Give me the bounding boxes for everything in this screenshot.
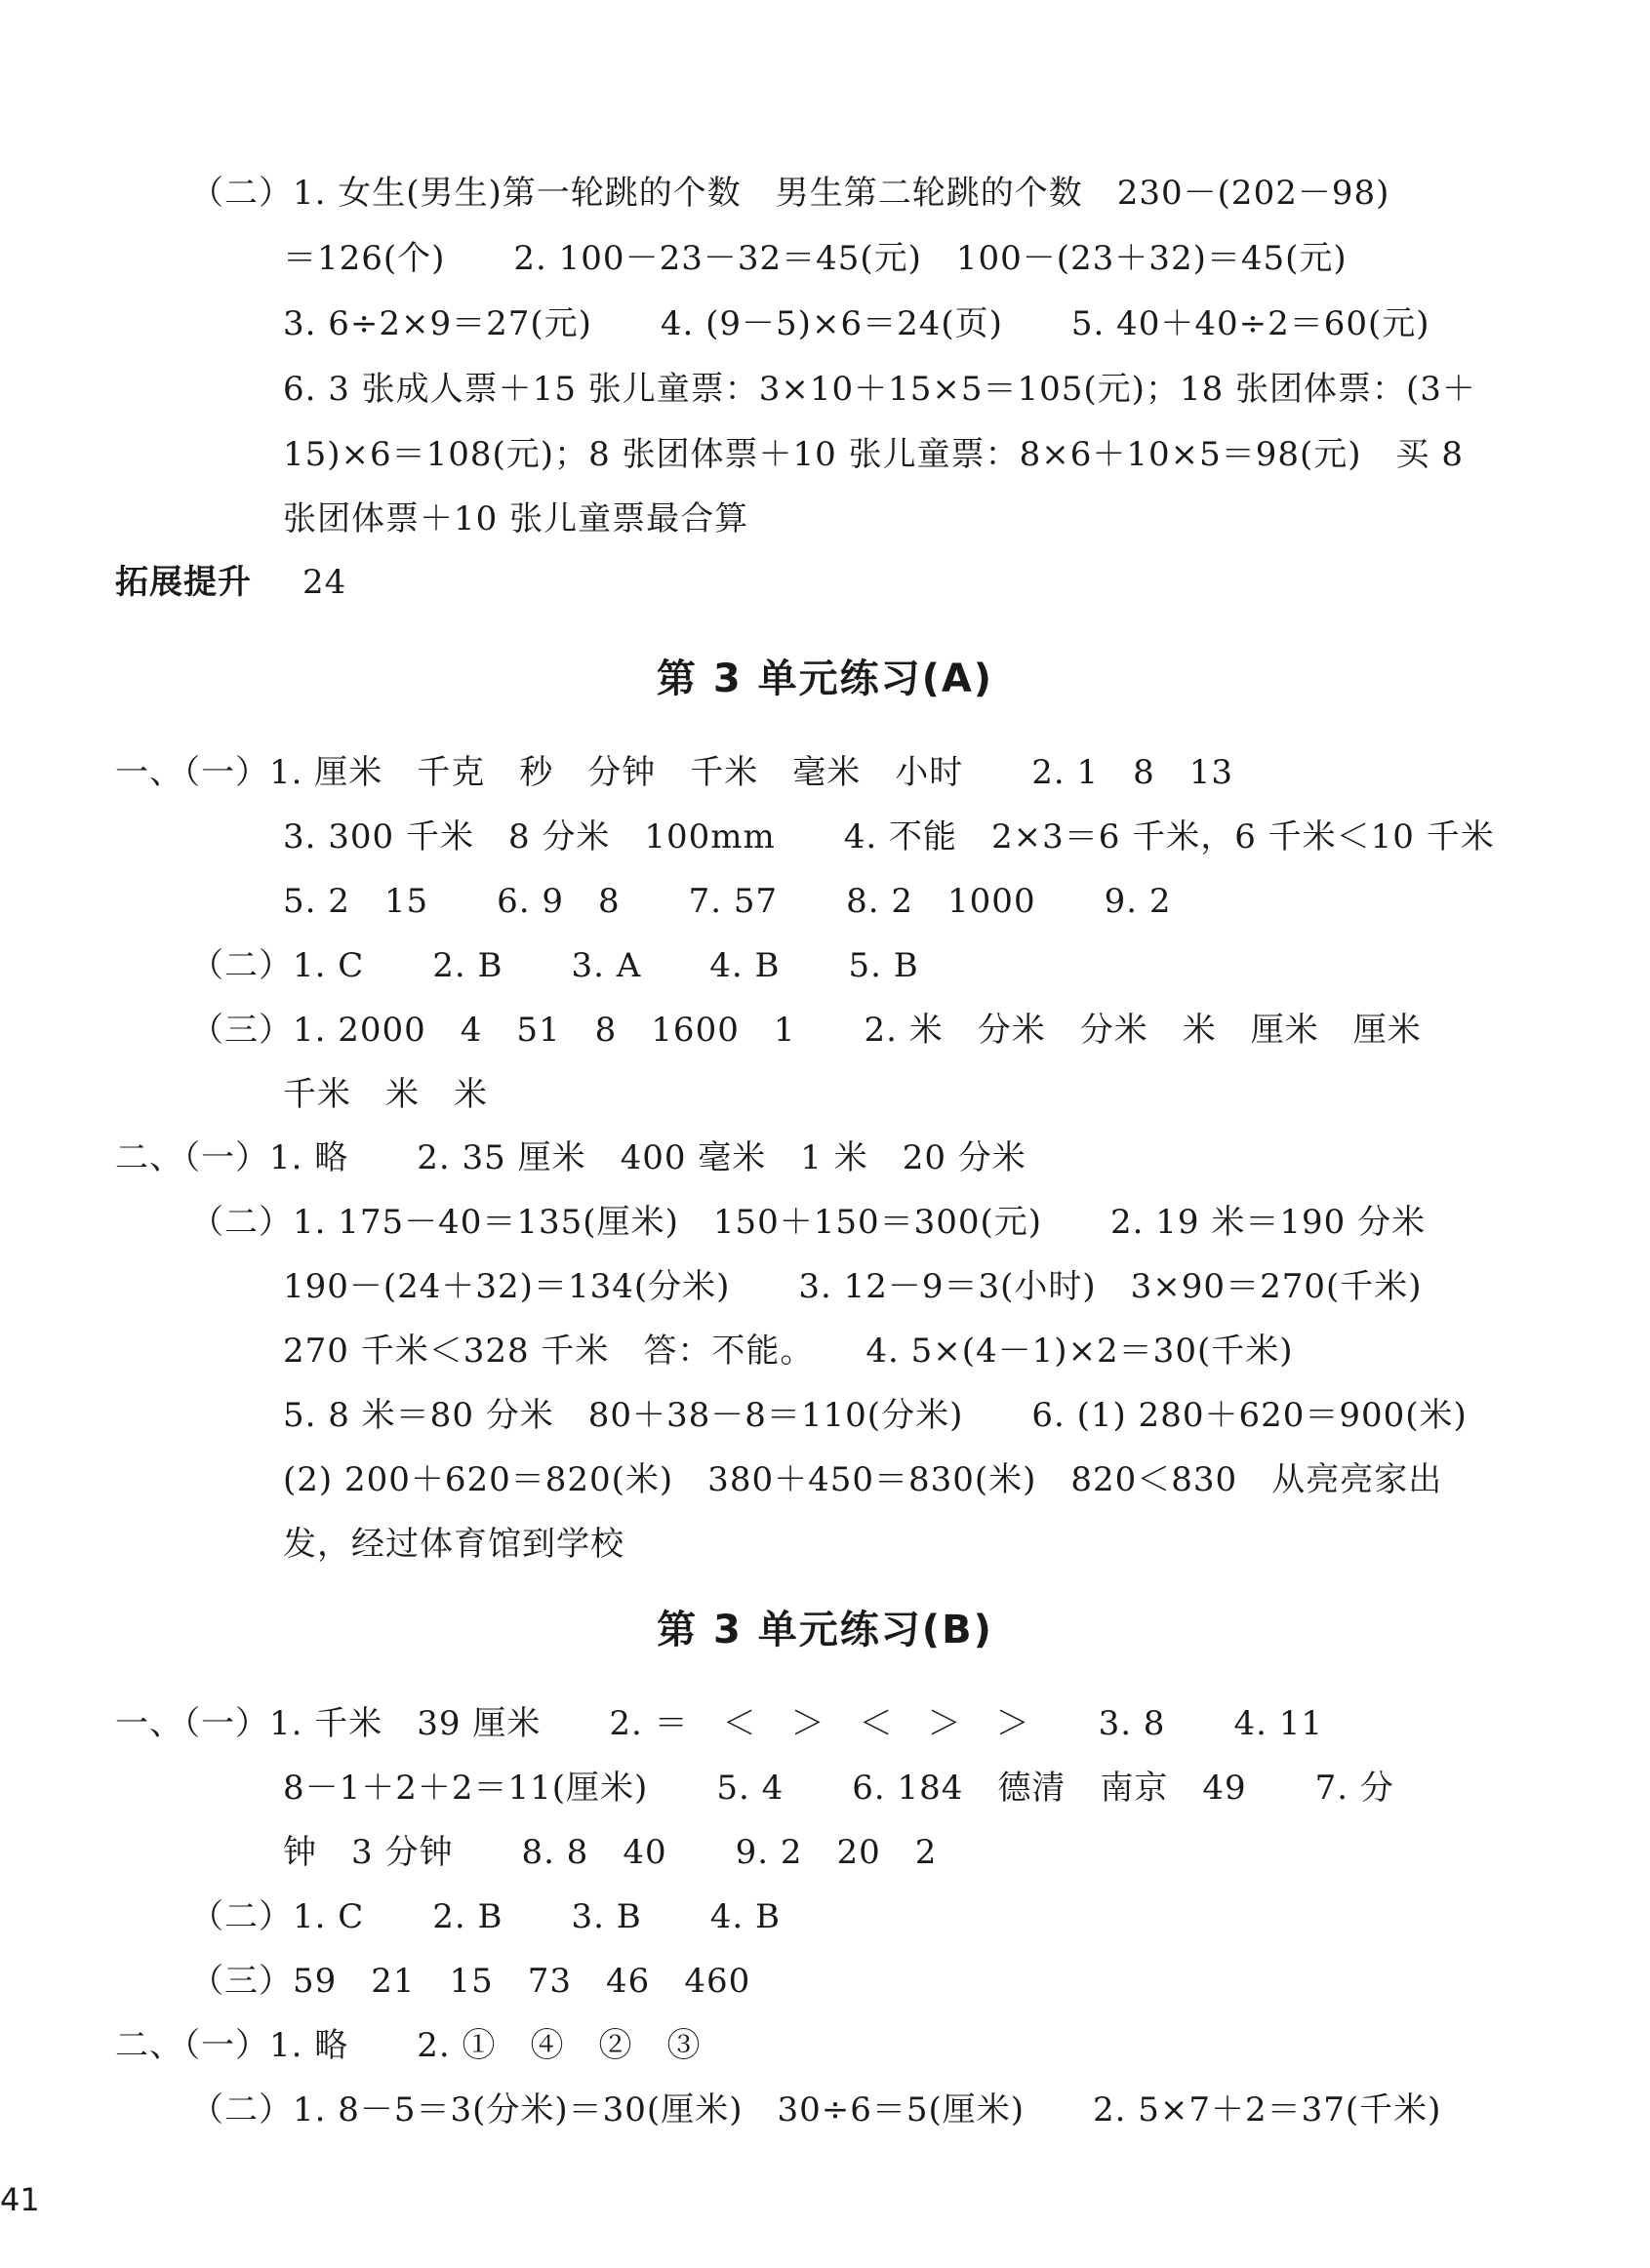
page-number: 41 xyxy=(0,2181,40,2218)
top-line-2: ＝126(个) 2. 100－23－32＝45(元) 100－(23＋32)＝45(元) xyxy=(283,239,1348,278)
section-a-line-11: 5. 8 米＝80 分米 80＋38－8＝110(分米) 6. (1) 280＋620＝900(米) xyxy=(283,1396,1468,1435)
top-line-4: 6. 3 张成人票＋15 张儿童票：3×10＋15×5＝105(元)；18 张团体票：(3＋ xyxy=(283,370,1476,409)
section-a-line-13: 发，经过体育馆到学校 xyxy=(283,1525,624,1564)
top-line-1: （二）1. 女生(男生)第一轮跳的个数 男生第二轮跳的个数 230－(202－98) xyxy=(190,174,1390,213)
section-b-title: 第 3 单元练习(B) xyxy=(657,1608,993,1652)
section-a-line-10: 270 千米＜328 千米 答：不能。 4. 5×(4－1)×2＝30(千米) xyxy=(283,1332,1294,1371)
section-a-line-7: 二、（一）1. 略 2. 35 厘米 400 毫米 1 米 20 分米 xyxy=(115,1138,1026,1177)
section-b-line-7: （二）1. 8－5＝3(分米)＝30(厘米) 30÷6＝5(厘米) 2. 5×7＋2＝37(千米) xyxy=(190,2090,1442,2129)
section-a-line-2: 3. 300 千米 8 分米 100mm 4. 不能 2×3＝6 千米，6 千米＜10 千米 xyxy=(283,817,1495,856)
section-a-line-9: 190－(24＋32)＝134(分米) 3. 12－9＝3(小时) 3×90＝270(千米) xyxy=(283,1267,1423,1306)
section-b-line-6: 二、（一）1. 略 2. ① ④ ② ③ xyxy=(115,2026,702,2065)
extension-value: 24 xyxy=(302,563,347,602)
top-line-6: 张团体票＋10 张儿童票最合算 xyxy=(283,499,749,538)
section-a-line-1: 一、（一）1. 厘米 千克 秒 分钟 千米 毫米 小时 2. 1 8 13 xyxy=(115,753,1234,792)
section-a-line-4: （二）1. C 2. B 3. A 4. B 5. B xyxy=(190,946,919,985)
top-line-5: 15)×6＝108(元)；8 张团体票＋10 张儿童票：8×6＋10×5＝98(元) 买 8 xyxy=(283,435,1464,474)
section-a-line-5: （三）1. 2000 4 51 8 1600 1 2. 米 分米 分米 米 厘米 厘米 xyxy=(190,1011,1422,1050)
section-a-title: 第 3 单元练习(A) xyxy=(656,657,994,701)
section-b-line-3: 钟 3 分钟 8. 8 40 9. 2 20 2 xyxy=(283,1833,938,1872)
section-a-line-6: 千米 米 米 xyxy=(283,1075,488,1114)
section-b-line-4: （二）1. C 2. B 3. B 4. B xyxy=(190,1897,781,1936)
section-a-line-3: 5. 2 15 6. 9 8 7. 57 8. 2 1000 9. 2 xyxy=(283,882,1172,921)
section-b-line-1: 一、（一）1. 千米 39 厘米 2. ＝ ＜ ＞ ＜ ＞ ＞ 3. 8 4. 11 xyxy=(115,1704,1323,1743)
section-b-line-2: 8－1＋2＋2＝11(厘米) 5. 4 6. 184 德清 南京 49 7. 分 xyxy=(283,1769,1394,1808)
section-a-line-12: (2) 200＋620＝820(米) 380＋450＝830(米) 820＜830 从亮亮家出 xyxy=(283,1460,1443,1499)
section-a-line-8: （二）1. 175－40＝135(厘米) 150＋150＝300(元) 2. 19 米＝190 分米 xyxy=(190,1203,1427,1242)
top-line-3: 3. 6÷2×9＝27(元) 4. (9－5)×6＝24(页) 5. 40＋40÷2＝60(元) xyxy=(283,304,1430,343)
extension-label: 拓展提升 xyxy=(115,563,252,602)
section-b-line-5: （三）59 21 15 73 46 460 xyxy=(190,1962,751,2001)
